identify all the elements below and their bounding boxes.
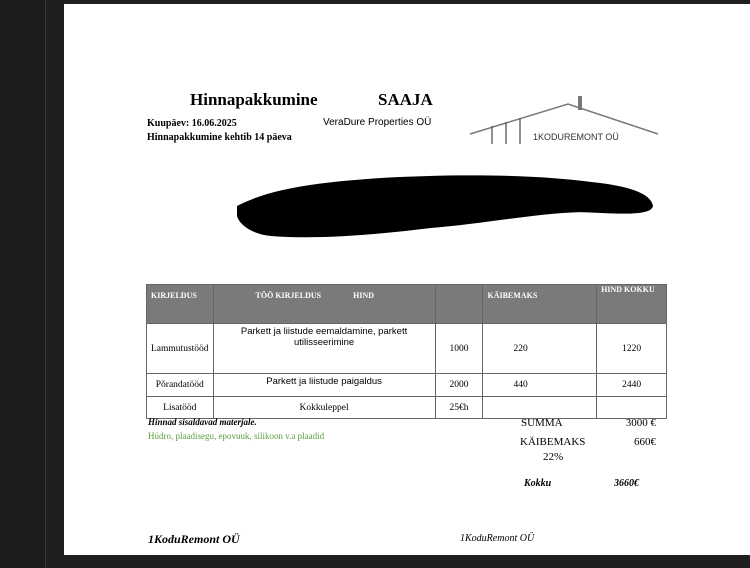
header-cell (435, 285, 483, 324)
redaction-mark (231, 164, 656, 244)
header-cell-label: HIND (353, 291, 374, 300)
panel-divider (45, 0, 46, 568)
table-cell-total (597, 397, 667, 419)
table-cell-vat (483, 397, 597, 419)
validity-line: Hinnapakkumine kehtib 14 päeva (147, 132, 292, 143)
left-panel (0, 0, 46, 568)
table-cell-category: Lisatööd (147, 397, 214, 419)
table-cell-total: 1220 (597, 324, 667, 374)
table-row (147, 374, 667, 397)
document-title: Hinnapakkumine (190, 90, 318, 109)
table-cell-price: 2000 (435, 374, 483, 397)
document-page (64, 4, 750, 555)
table-row (147, 397, 667, 419)
table-row (147, 324, 667, 374)
table-header-row (147, 285, 667, 324)
table-cell-category: Lammutustööd (147, 324, 214, 374)
recipient-heading: SAAJA (378, 90, 433, 109)
table-cell-price: 1000 (435, 324, 483, 374)
header-cell-label: TÖÖ KIRJELDUS (255, 291, 322, 300)
vat-value: 660€ (634, 436, 656, 448)
header-cell: HIND KOKKU (597, 285, 667, 324)
header-cell (213, 285, 435, 324)
header-cell: KÄIBEMAKS (483, 285, 597, 324)
table-cell-category: Põrandatööd (147, 374, 214, 397)
materials-note: Hinnad sisaldavad materjale. (148, 417, 257, 427)
footer-company-right: 1KoduRemont OÜ (460, 533, 535, 544)
table-cell-vat: 440 (483, 374, 597, 397)
recipient-name: VeraDure Properties OÜ (323, 117, 432, 128)
offer-table (146, 284, 667, 419)
date-line: Kuupäev: 16.06.2025 (147, 118, 237, 129)
vat-percent: 22% (543, 451, 564, 463)
vat-label: KÄIBEMAKS (520, 436, 586, 448)
total-value: 3660€ (614, 478, 639, 489)
table-cell-description: Kokkuleppel (213, 397, 435, 419)
table-cell-description: Parkett ja liistude eemaldamine, parkett utilisseerimine (213, 324, 435, 374)
sum-value: 3000 € (625, 417, 656, 429)
header-cell: KIRJELDUS (147, 285, 214, 324)
footer-company-left: 1KoduRemont OÜ (148, 532, 240, 546)
total-label: Kokku (524, 478, 552, 489)
table-cell-vat: 220 (483, 324, 597, 374)
table-cell-total: 2440 (597, 374, 667, 397)
materials-list: Hüdro, plaadisegu, epovuuk, silikoon v.a plaadid (148, 431, 325, 441)
table-cell-description: Parkett ja liistude paigaldus (213, 374, 435, 397)
table-cell-price: 25€h (435, 397, 483, 419)
sum-label: SUMMA (521, 417, 563, 429)
logo-text: 1KODUREMONT OÜ (533, 132, 619, 142)
